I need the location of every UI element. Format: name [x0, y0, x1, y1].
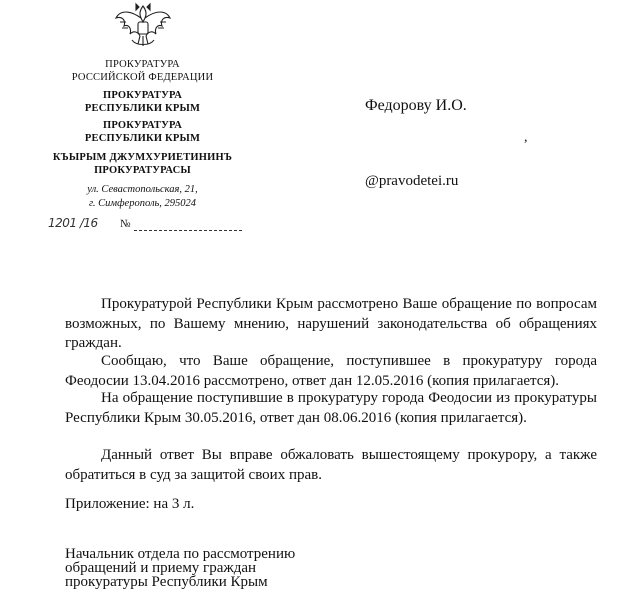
- address-line: г. Симферополь, 295024: [88, 198, 197, 209]
- signature-line: Начальник отдела по рассмотрению: [65, 546, 296, 562]
- letterhead-line: ПРОКУРАТУРА: [102, 90, 183, 101]
- registration-number-blank: [134, 230, 242, 231]
- coat-of-arms-emblem-icon: [112, 0, 174, 52]
- registration-date-handwritten: 1201 /16: [48, 216, 98, 230]
- letterhead-line: ПРОКУРАТУРАСЫ: [94, 164, 191, 176]
- registration-line: [48, 216, 248, 236]
- letterhead-line: ПРОКУРАТУРА: [102, 120, 183, 131]
- letterhead-block-crimean-tatar: [40, 152, 245, 177]
- letterhead-address: [40, 183, 245, 211]
- letterhead-block-crimea: [40, 90, 245, 115]
- letterhead-line: РЕСПУБЛИКИ КРЫМ: [84, 132, 201, 144]
- letterhead-line: КЪЫРЫМ ДЖУМХУРИЕТИНИНЪ: [52, 152, 233, 163]
- body-paragraph: Прокуратурой Республики Крым рассмотрено Ваше обращение по вопросам возможных, по Вашему мнению, нарушений законодательства об обращениях граждан.: [65, 296, 597, 351]
- signature-line: обращений и приему граждан: [65, 560, 257, 576]
- attachment-note: Приложение: на 3 л.: [65, 496, 195, 512]
- letterhead-line: ПРОКУРАТУРА: [105, 59, 180, 70]
- addressee-name: Федорову И.О.: [365, 97, 467, 114]
- registration-number-label: №: [120, 218, 131, 230]
- addressee-comma: ,: [524, 130, 528, 145]
- addressee-email: @pravodetei.ru: [365, 173, 459, 189]
- signature-line: прокуратуры Республики Крым: [65, 574, 268, 590]
- letterhead-line: РОССИЙСКОЙ ФЕДЕРАЦИИ: [71, 71, 214, 83]
- letterhead-block-federation: [40, 59, 245, 84]
- body-paragraph: На обращение поступившие в прокуратуру города Феодосии из прокуратуры Республики Крым 30.05.2016, ответ дан 08.06.2016 (копия прилагается).: [65, 390, 597, 426]
- address-line: ул. Севастопольская, 21,: [87, 184, 198, 195]
- letterhead-line: РЕСПУБЛИКИ КРЫМ: [84, 102, 201, 114]
- body-paragraph: Сообщаю, что Ваше обращение, поступившее в прокуратуру города Феодосии 13.04.2016 рассмотрено, ответ дан 12.05.2016 (копия прилагается).: [65, 353, 597, 389]
- body-paragraph: Данный ответ Вы вправе обжаловать вышестоящему прокурору, а также обратиться в суд за защитой своих прав.: [65, 447, 597, 483]
- letterhead-block-crimea-ua: [40, 120, 245, 145]
